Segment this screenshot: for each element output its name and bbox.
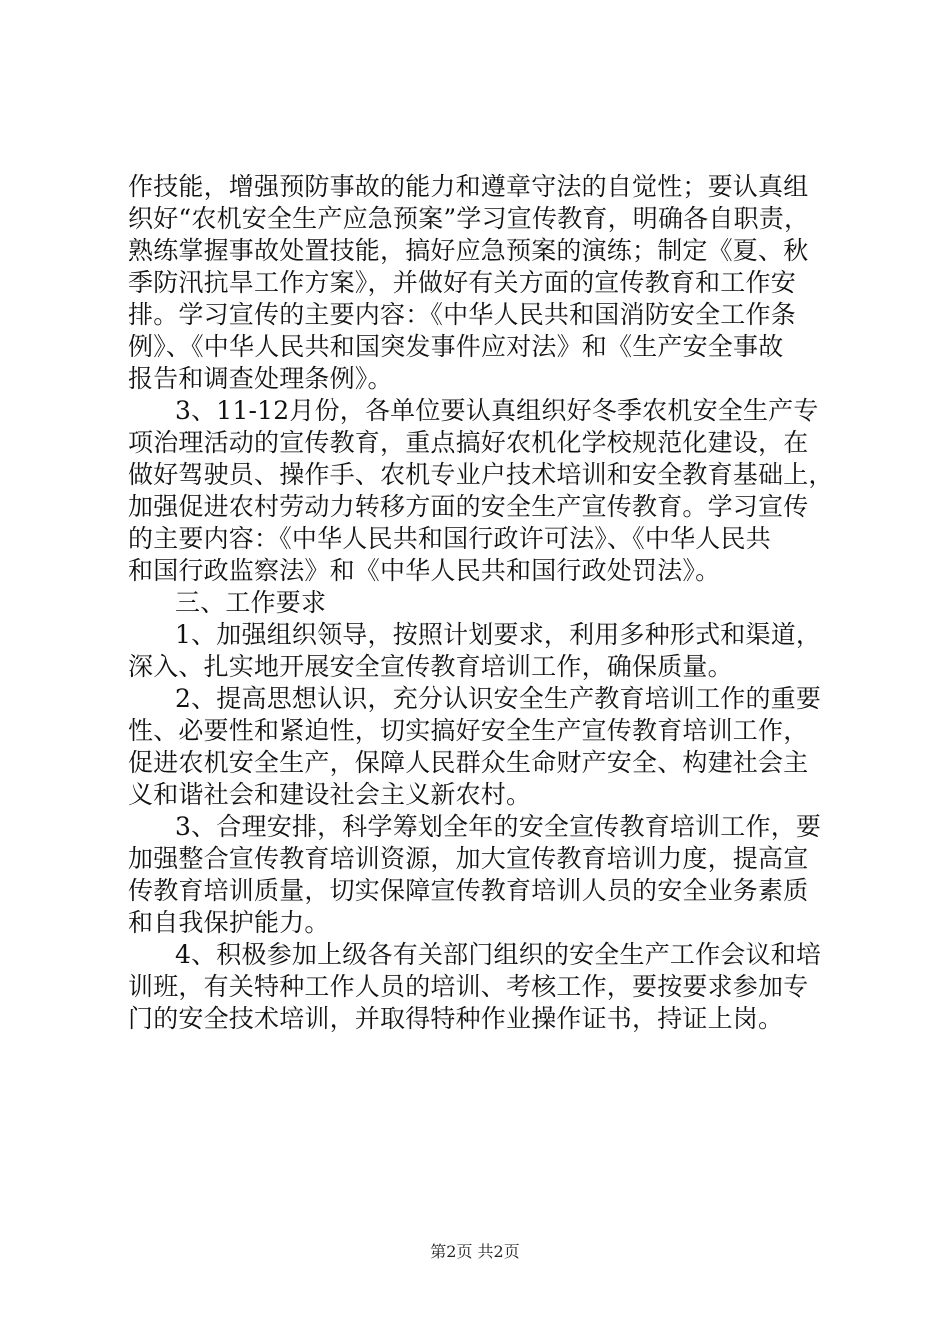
document-body xyxy=(128,171,834,1035)
text-line: 2、提高思想认识，充分认识安全生产教育培训工作的重要 xyxy=(175,684,822,713)
text-line: 3、合理安排，科学筹划全年的安全宣传教育培训工作，要 xyxy=(175,812,822,841)
section-heading: 三、工作要求 xyxy=(175,588,327,617)
page-number-footer: 第2页 共2页 xyxy=(430,1242,520,1261)
text-line: 义和谐社会和建设社会主义新农村。 xyxy=(128,780,532,809)
text-line: 4、积极参加上级各有关部门组织的安全生产工作会议和培 xyxy=(175,940,822,969)
text-line: 传教育培训质量，切实保障宣传教育培训人员的安全业务素质 xyxy=(128,876,809,905)
text-line: 例》、《中华人民共和国突发事件应对法》和《生产安全事故 xyxy=(128,332,784,361)
text-line: 和自我保护能力。 xyxy=(128,908,330,937)
text-line: 作技能，增强预防事故的能力和遵章守法的自觉性；要认真组 xyxy=(128,172,809,201)
text-line: 和国行政监察法》和《中华人民共和国行政处罚法》。 xyxy=(128,556,721,585)
text-line: 织好“农机安全生产应急预案”学习宣传教育，明确各自职责， xyxy=(128,204,810,233)
text-line: 3、11-12月份，各单位要认真组织好冬季农机安全生产专 xyxy=(175,396,819,425)
text-line: 加强促进农村劳动力转移方面的安全生产宣传教育。学习宣传 xyxy=(128,492,809,521)
text-line: 加强整合宣传教育培训资源，加大宣传教育培训力度，提高宣 xyxy=(128,844,809,873)
text-line: 做好驾驶员、操作手、农机专业户技术培训和安全教育基础上， xyxy=(128,460,834,489)
text-line: 性、必要性和紧迫性，切实搞好安全生产宣传教育培训工作， xyxy=(128,716,809,745)
text-line: 训班，有关特种工作人员的培训、考核工作，要按要求参加专 xyxy=(128,972,809,1001)
text-line: 深入、扎实地开展安全宣传教育培训工作，确保质量。 xyxy=(128,652,733,681)
text-line: 排。学习宣传的主要内容：《中华人民共和国消防安全工作条 xyxy=(128,300,796,329)
text-line: 促进农机安全生产，保障人民群众生命财产安全、构建社会主 xyxy=(128,748,809,777)
text-line: 1、加强组织领导，按照计划要求，利用多种形式和渠道， xyxy=(175,620,822,649)
text-line: 报告和调查处理条例》。 xyxy=(128,364,393,393)
text-line: 熟练掌握事故处置技能，搞好应急预案的演练；制定《夏、秋 xyxy=(128,236,809,265)
text-line: 的主要内容：《中华人民共和国行政许可法》、《中华人民共 xyxy=(128,524,771,553)
text-line: 季防汛抗旱工作方案》，并做好有关方面的宣传教育和工作安 xyxy=(128,268,796,297)
text-line: 门的安全技术培训，并取得特种作业操作证书，持证上岗。 xyxy=(128,1004,784,1033)
text-line: 项治理活动的宣传教育，重点搞好农机化学校规范化建设，在 xyxy=(128,428,809,457)
